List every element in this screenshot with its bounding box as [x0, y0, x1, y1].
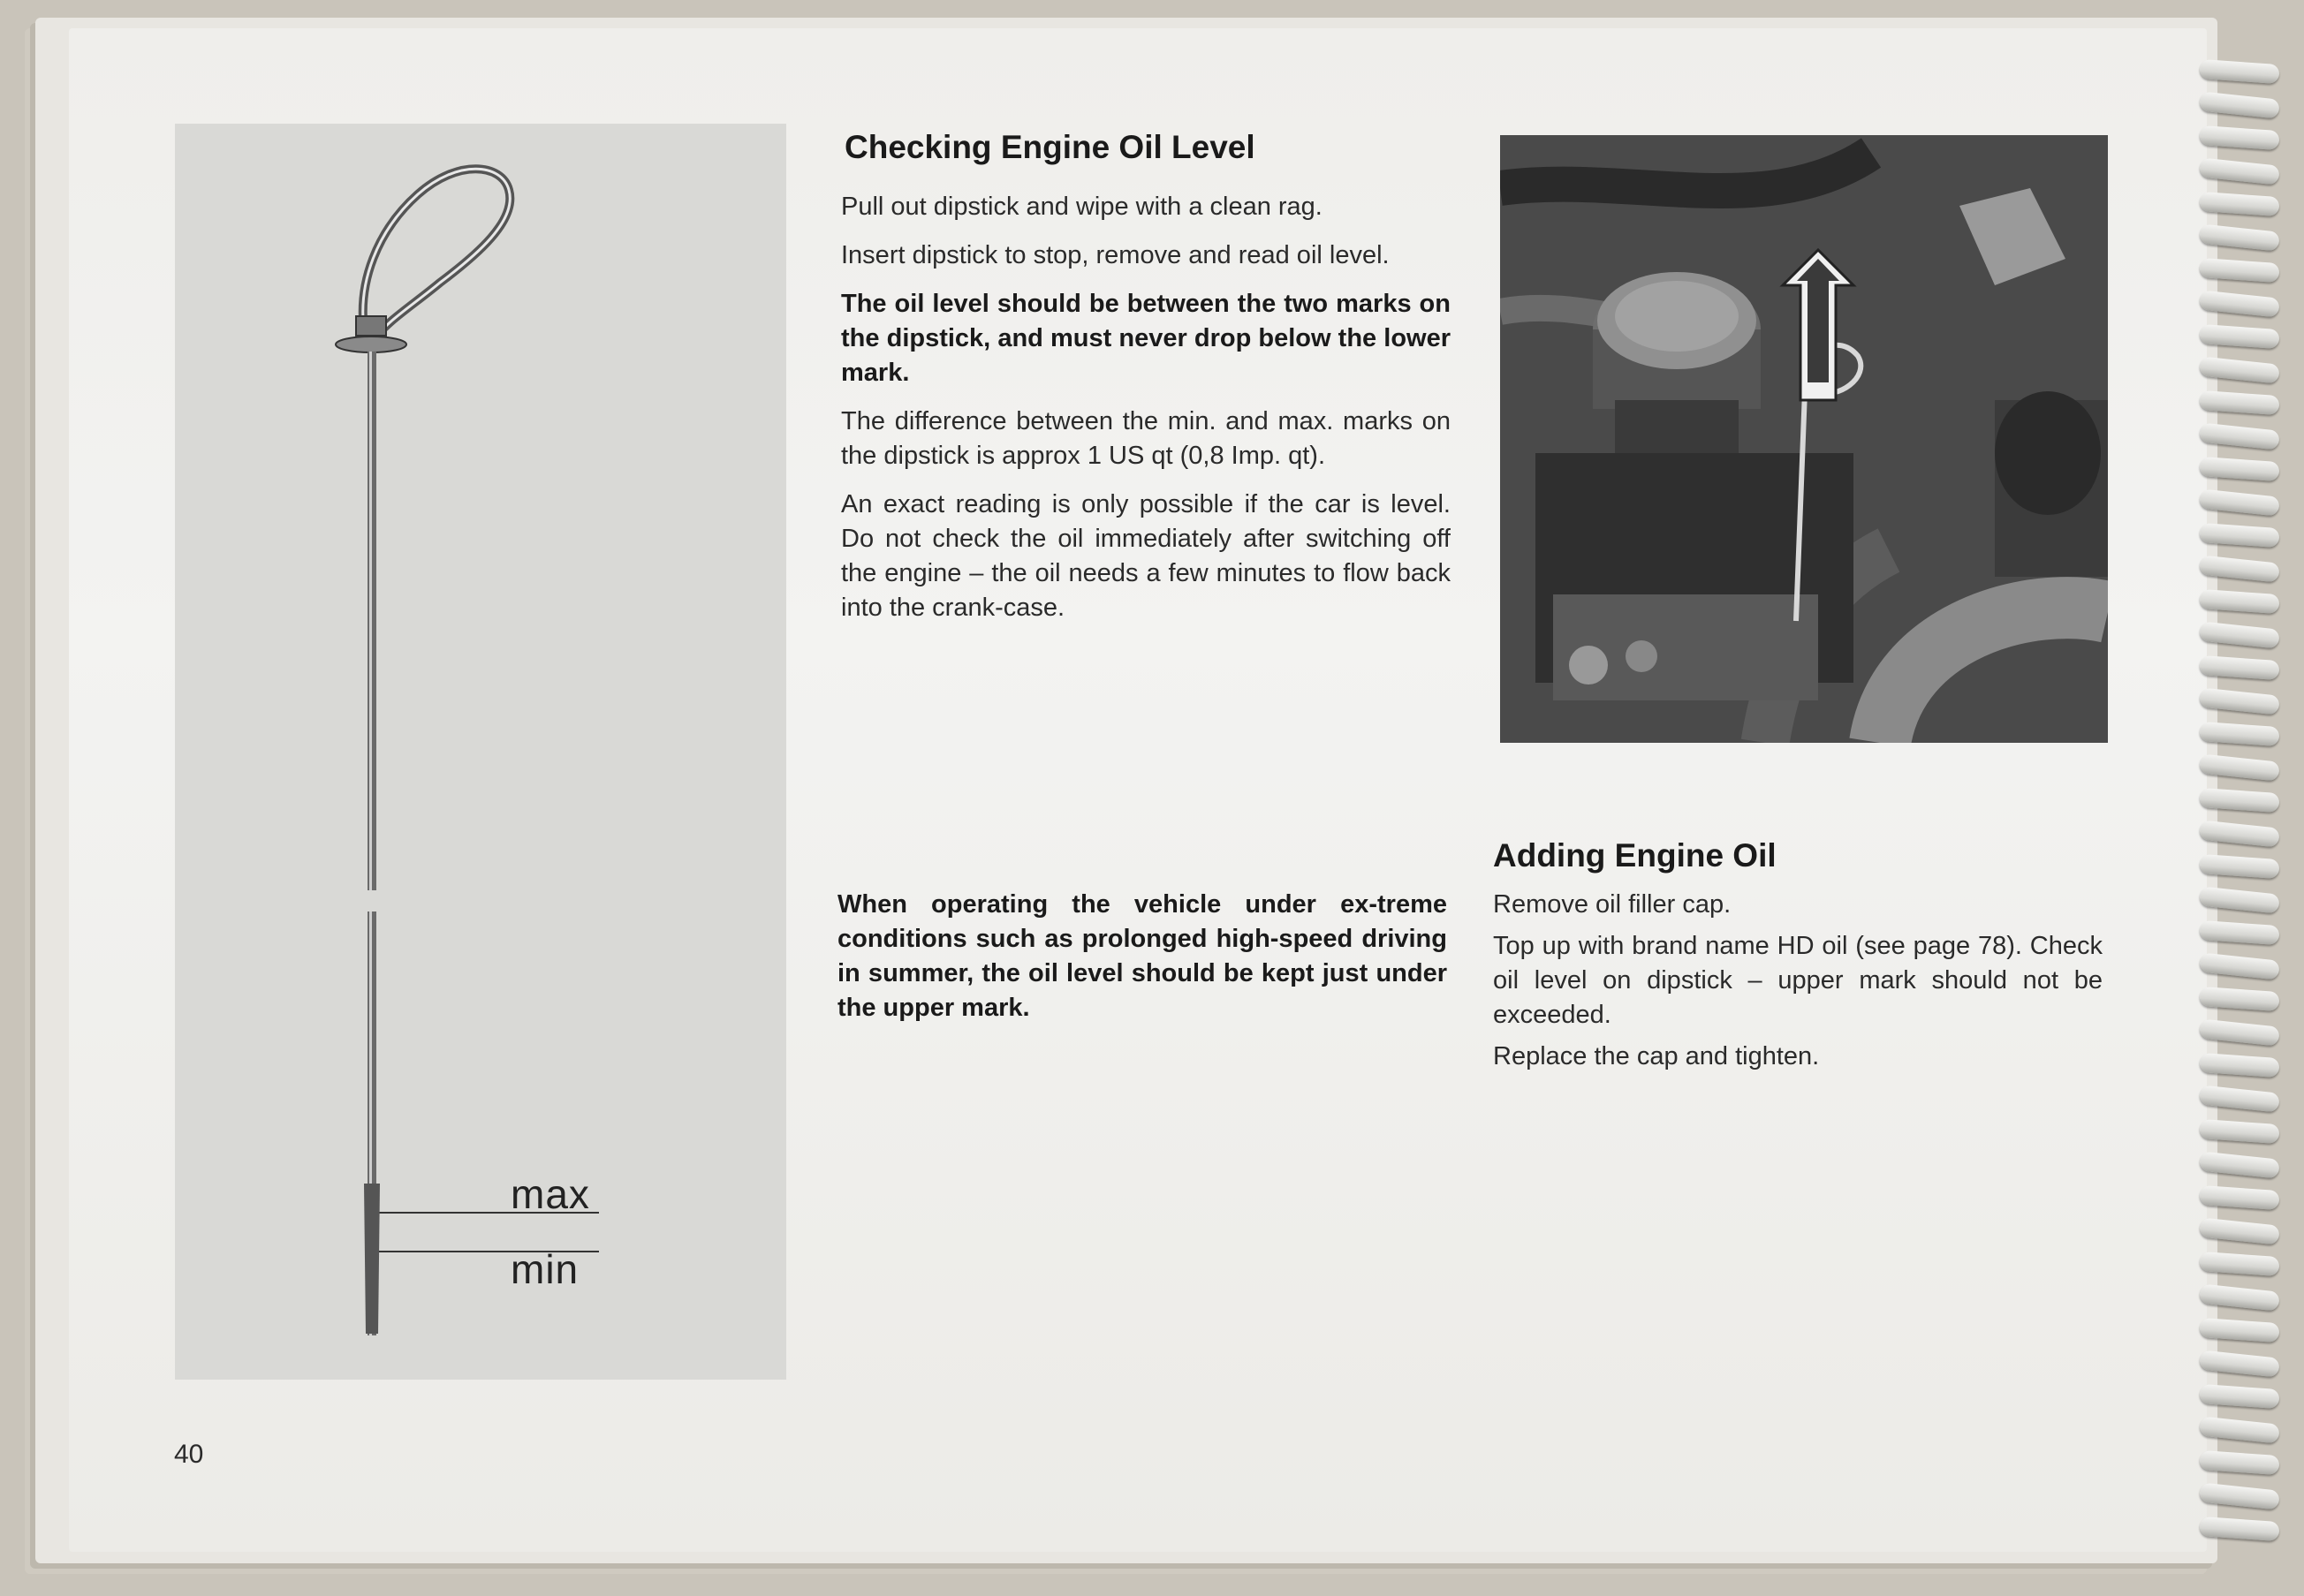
max-mark-label: max — [511, 1171, 590, 1217]
checking-paragraph-2: Insert dipstick to stop, remove and read oil level. — [841, 241, 1390, 269]
spiral-coil — [2199, 1350, 2280, 1377]
spiral-coil — [2199, 258, 2279, 283]
checking-paragraph-1: Pull out dipstick and wipe with a clean rag. — [841, 193, 1323, 221]
spiral-coil — [2199, 1252, 2279, 1276]
spiral-coil — [2199, 125, 2279, 150]
spiral-coil — [2199, 1119, 2279, 1144]
spiral-coil — [2199, 952, 2280, 980]
spiral-coil — [2199, 1450, 2279, 1475]
checking-paragraph-5: An exact reading is only possible if the car is level. Do not check the oil immediately after switching off the engine – the oil needs a few minutes to flow back into the crank-case. — [841, 490, 1451, 622]
adding-text — [1493, 888, 2103, 1088]
spiral-binding — [2191, 35, 2297, 1563]
adding-paragraph-1: Remove oil filler cap. — [1493, 890, 1732, 919]
spiral-coil — [2199, 457, 2279, 481]
spiral-coil — [2199, 722, 2279, 746]
spiral-coil — [2199, 1318, 2279, 1343]
spiral-coil — [2199, 1018, 2280, 1046]
spiral-coil — [2199, 1053, 2279, 1078]
spiral-coil — [2199, 59, 2279, 84]
checking-paragraph-3: The oil level should be between the two marks on the dipstick, and must never drop below the lower mark. — [841, 290, 1451, 387]
spiral-coil — [2199, 1085, 2280, 1112]
warning-text — [837, 888, 1447, 1040]
spiral-coil — [2199, 290, 2280, 317]
adding-paragraph-2: Top up with brand name HD oil (see page 78). Check oil level on dipstick – upper mark should not be exceeded. — [1493, 932, 2103, 1029]
spiral-coil — [2199, 157, 2280, 185]
dipstick-icon — [175, 124, 786, 1380]
spiral-coil — [2199, 1283, 2280, 1311]
spiral-coil — [2199, 390, 2279, 415]
spiral-coil — [2199, 223, 2280, 251]
spiral-coil — [2199, 753, 2280, 781]
spiral-coil — [2199, 589, 2279, 614]
spiral-coil — [2199, 886, 2280, 913]
spiral-coil — [2199, 1482, 2280, 1509]
page-number: 40 — [174, 1440, 204, 1469]
dipstick-illustration — [175, 124, 786, 1380]
spiral-coil — [2199, 91, 2280, 118]
engine-photo — [1500, 135, 2108, 743]
engine-photo-icon — [1500, 135, 2108, 743]
spiral-coil — [2199, 920, 2279, 945]
spiral-coil — [2199, 1416, 2280, 1443]
spiral-coil — [2199, 422, 2280, 450]
adding-heading: Adding Engine Oil — [1493, 837, 1777, 874]
spiral-coil — [2199, 324, 2279, 349]
spiral-coil — [2199, 555, 2280, 582]
checking-paragraph-4: The difference between the min. and max. marks on the dipstick is approx 1 US qt (0,8 Imp. qt). — [841, 407, 1451, 470]
spiral-coil — [2199, 1217, 2280, 1244]
spiral-coil — [2199, 1384, 2279, 1409]
spiral-coil — [2199, 192, 2279, 216]
checking-text — [841, 190, 1451, 639]
spiral-coil — [2199, 488, 2280, 516]
spiral-coil — [2199, 621, 2280, 648]
spiral-coil — [2199, 1151, 2280, 1178]
spiral-coil — [2199, 854, 2279, 879]
spiral-coil — [2199, 356, 2280, 383]
spiral-coil — [2199, 655, 2279, 680]
checking-heading: Checking Engine Oil Level — [845, 129, 1255, 165]
spiral-coil — [2199, 1517, 2279, 1541]
adding-paragraph-3: Replace the cap and tighten. — [1493, 1042, 1820, 1070]
spiral-coil — [2199, 1185, 2279, 1210]
spiral-coil — [2199, 523, 2279, 548]
min-mark-label: min — [511, 1246, 580, 1292]
spiral-coil — [2199, 820, 2280, 847]
spiral-coil — [2199, 788, 2279, 813]
warning-paragraph: When operating the vehicle under ex-treme conditions such as prolonged high-speed driving in summer, the oil level should be kept just under the upper mark. — [837, 890, 1447, 1022]
spiral-coil — [2199, 687, 2280, 715]
spiral-coil — [2199, 987, 2279, 1011]
